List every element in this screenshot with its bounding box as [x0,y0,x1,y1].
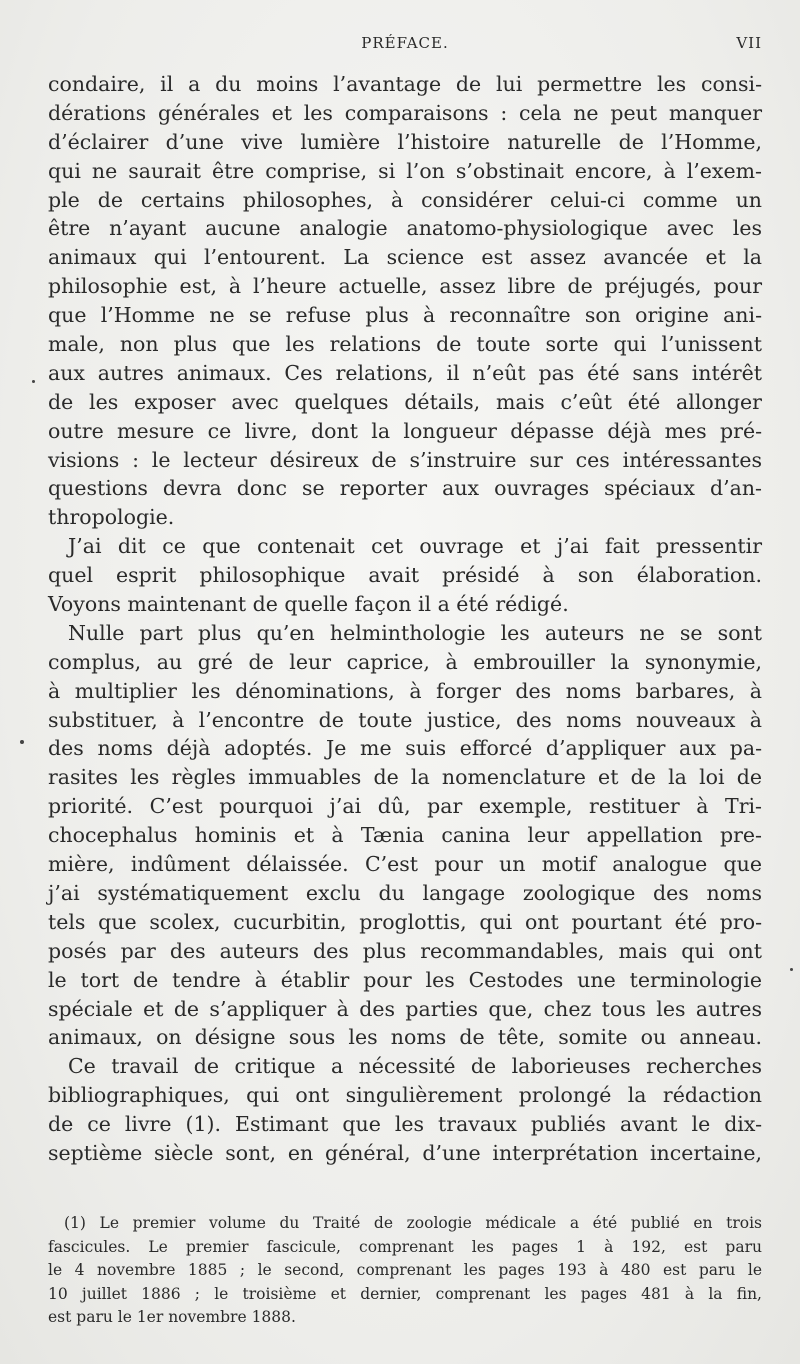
text-line: outre mesure ce livre, dont la longueur dépasse déjà mes pré- [48,418,762,443]
text-line: j’ai systématiquement exclu du langage zoologique des noms [48,880,762,905]
page-number: VII [736,34,762,52]
text-line: chocephalus hominis et à Tænia canina leur appellation pre- [48,823,762,848]
text-line: Nulle part plus qu’en helminthologie les auteurs ne se sont [68,620,762,645]
text-line: Ce travail de critique a nécessité de laborieuses recherches [68,1054,762,1079]
text-line: philosophie est, à l’heure actuelle, assez libre de préjugés, pour [48,274,762,299]
text-line: à multiplier les dénominations, à forger des noms barbares, à [48,678,762,703]
text-line: être n’ayant aucune analogie anatomo-physiologique avec les [48,216,762,241]
footnote-line: est paru le 1er novembre 1888. [48,1308,296,1326]
ink-speck [32,380,35,383]
text-line: complus, au gré de leur caprice, à embrouiller la synonymie, [48,649,762,674]
running-title: PRÉFACE. [361,34,449,52]
text-line: tels que scolex, cucurbitin, proglottis, qui ont pourtant été pro- [48,909,762,934]
text-line: aux autres animaux. Ces relations, il n’eût pas été sans intérêt [48,360,762,385]
text-line: substituer, à l’encontre de toute justice, des noms nouveaux à [48,707,762,732]
text-line: questions devra donc se reporter aux ouvrages spéciaux d’an- [48,476,762,501]
footnote-line: fascicules. Le premier fascicule, comprenant les pages 1 à 192, est paru [48,1237,762,1256]
text-line: dérations générales et les comparaisons : cela ne peut manquer [48,100,762,125]
text-line: Voyons maintenant de quelle façon il a été rédigé. [48,592,569,617]
text-line: rasites les règles immuables de la nomenclature et de la loi de [48,765,762,790]
text-line: thropologie. [48,505,175,530]
text-line: mière, indûment délaissée. C’est pour un motif analogue que [48,852,762,877]
footnote-line: 10 juillet 1886 ; le troisième et dernier, comprenant les pages 481 à la fin, [48,1284,762,1303]
footnote-line: (1) Le premier volume du Traité de zoologie médicale a été publié en trois [64,1214,762,1232]
text-line: de ce livre (1). Estimant que les travaux publiés avant le dix- [48,1112,762,1137]
text-line: bibliographiques, qui ont singulièrement prolongé la rédaction [48,1083,762,1108]
text-line: de les exposer avec quelques détails, mais c’eût été allonger [48,389,762,414]
text-line: septième siècle sont, en général, d’une interprétation incertaine, [48,1140,762,1165]
text-line: male, non plus que les relations de toute sorte qui l’unissent [48,332,762,357]
text-line: posés par des auteurs des plus recommandables, mais qui ont [48,938,762,963]
main-text [48,70,762,1168]
text-line: le tort de tendre à établir pour les Cestodes une terminologie [48,967,762,992]
footnote-line: le 4 novembre 1885 ; le second, comprenant les pages 193 à 480 est paru le [48,1261,762,1279]
text-line: J’ai dit ce que contenait cet ouvrage et j’ai fait pressentir [68,534,762,559]
text-line: condaire, il a du moins l’avantage de lui permettre les consi- [48,72,762,96]
text-line: que l’Homme ne se refuse plus à reconnaître son origine ani- [48,303,762,328]
ink-speck [790,968,793,971]
ink-speck [20,740,24,744]
text-line: priorité. C’est pourquoi j’ai dû, par exemple, restituer à Tri- [48,794,762,819]
text-line: ple de certains philosophes, à considérer celui-ci comme un [48,187,762,212]
text-line: d’éclairer d’une vive lumière l’histoire naturelle de l’Homme, [48,129,762,154]
text-line: des noms déjà adoptés. Je me suis efforcé d’appliquer aux pa- [48,736,762,761]
running-header [48,34,762,58]
text-line: qui ne saurait être comprise, si l’on s’obstinait encore, à l’exem- [48,158,762,183]
text-line: animaux qui l’entourent. La science est assez avancée et la [48,245,762,270]
text-line: animaux, on désigne sous les noms de tête, somite ou anneau. [48,1025,762,1050]
text-line: spéciale et de s’appliquer à des parties que, chez tous les autres [48,996,762,1021]
text-line: visions : le lecteur désireux de s’instruire sur ces intéressantes [48,447,762,472]
text-line: quel esprit philosophique avait présidé à son élaboration. [48,563,762,588]
footnote [48,1212,762,1330]
